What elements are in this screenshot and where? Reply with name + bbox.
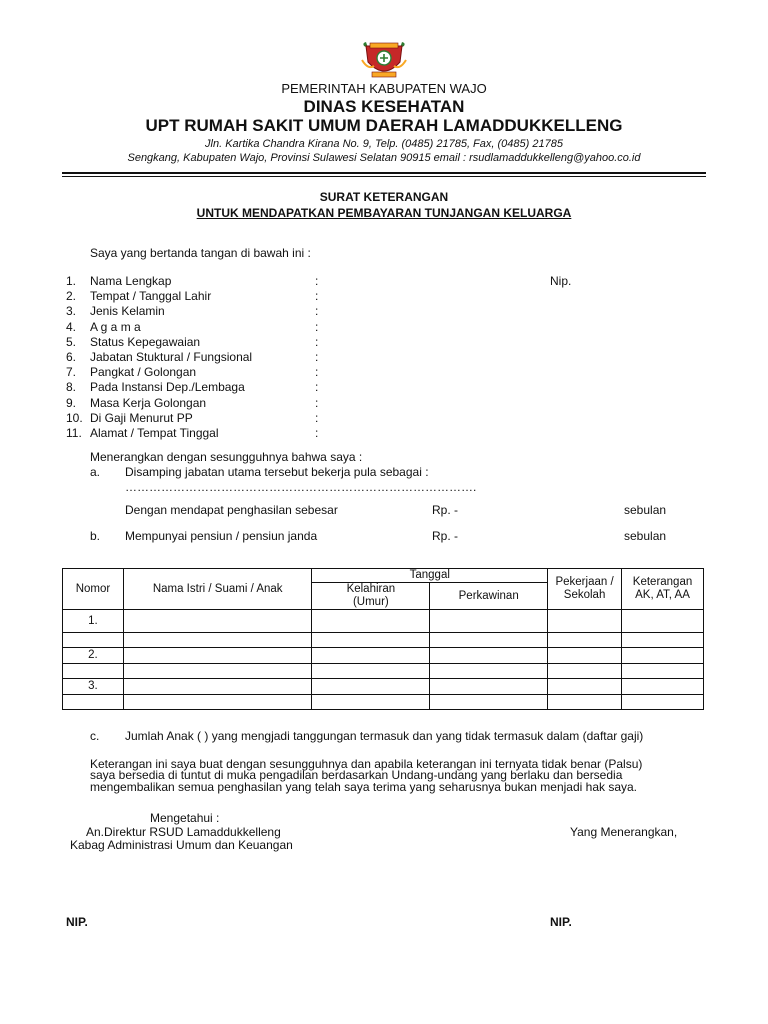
field-colon: : <box>315 289 319 303</box>
row-number: 3. <box>63 679 124 695</box>
field-number: 10. <box>66 411 83 425</box>
statement-line-2: saya bersedia di tuntut di muka pengadilan berdasarkan Undang-undang yang berlaku dan bersedia <box>90 768 623 782</box>
field-colon: : <box>315 411 319 425</box>
dotted-line: ……………………………………………………………………………. <box>125 480 477 494</box>
signer-right-title: Yang Menerangkan, <box>570 825 678 839</box>
letterhead-divider <box>62 172 706 174</box>
table-row <box>63 633 704 648</box>
table-row <box>63 695 704 710</box>
nip-left: NIP. <box>66 915 88 929</box>
intro-text: Saya yang bertanda tangan di bawah ini : <box>90 246 311 260</box>
table-row <box>63 648 704 664</box>
header-kelahiran: Kelahiran (Umur) <box>312 583 430 610</box>
acknowledged-label: Mengetahui : <box>150 811 220 825</box>
item-c-text: Jumlah Anak ( ) yang mengjadi tanggungan termasuk dan yang tidak termasuk dalam (daftar gaji) <box>125 729 644 743</box>
nip-label: Nip. <box>550 274 572 288</box>
header-perkawinan: Perkawinan <box>430 583 548 610</box>
header-keterangan: Keterangan AK, AT, AA <box>622 569 704 610</box>
statement-line-1: Keterangan ini saya buat dengan sesungguhnya dan apabila keterangan ini ternyata tidak benar (Palsu) <box>90 757 643 771</box>
header-nama: Nama Istri / Suami / Anak <box>123 569 312 610</box>
field-label: Tempat / Tanggal Lahir <box>90 289 212 303</box>
signer-left-title: An.Direktur RSUD Lamaddukkelleng <box>86 825 281 839</box>
document-title: SURAT KETERANGAN <box>319 190 449 204</box>
field-colon: : <box>315 380 319 394</box>
address-line-2: Sengkang, Kabupaten Wajo, Provinsi Sulawesi Selatan 90915 email : rsudlamaddukkelleng@yahoo.co.id <box>127 152 641 164</box>
field-number: 8. <box>66 380 77 394</box>
field-number: 2. <box>66 289 77 303</box>
field-label: Pangkat / Golongan <box>90 365 197 379</box>
field-label: Pada Instansi Dep./Lembaga <box>90 380 245 394</box>
field-colon: : <box>315 335 319 349</box>
item-c-marker: c. <box>90 729 100 743</box>
field-number: 4. <box>66 320 77 334</box>
field-label: Masa Kerja Golongan <box>90 396 207 410</box>
table-row <box>63 610 704 633</box>
letterhead-divider-thin <box>62 176 706 177</box>
item-a-marker: a. <box>90 465 101 479</box>
row-number: 2. <box>63 648 124 664</box>
field-number: 6. <box>66 350 77 364</box>
item-b-text: Mempunyai pensiun / pensiun janda <box>125 529 318 543</box>
row-number: 1. <box>63 610 124 633</box>
field-number: 9. <box>66 396 77 410</box>
field-colon: : <box>315 320 319 334</box>
field-label: Jenis Kelamin <box>90 304 165 318</box>
field-number: 1. <box>66 274 77 288</box>
item-a-text: Disamping jabatan utama tersebut bekerja pula sebagai : <box>125 465 429 479</box>
government-name: PEMERINTAH KABUPATEN WAJO <box>281 81 487 96</box>
field-number: 7. <box>66 365 77 379</box>
header-pekerjaan: Pekerjaan / Sekolah <box>548 569 622 610</box>
income-per-month: sebulan <box>624 503 667 517</box>
field-colon: : <box>315 426 319 440</box>
agency-name: DINAS KESEHATAN <box>303 97 465 116</box>
field-label: Nama Lengkap <box>90 274 172 288</box>
declaration-text: Menerangkan dengan sesungguhnya bahwa saya : <box>90 450 363 464</box>
table-row <box>63 679 704 695</box>
pension-rp: Rp. - <box>432 529 459 543</box>
item-b-marker: b. <box>90 529 101 543</box>
income-text: Dengan mendapat penghasilan sebesar <box>125 503 338 517</box>
field-number: 11. <box>66 426 82 440</box>
statement-line-3: mengembalikan semua penghasilan yang telah saya terima yang seharusnya bukan menjadi hak saya. <box>90 780 638 794</box>
field-colon: : <box>315 396 319 410</box>
income-rp: Rp. - <box>432 503 459 517</box>
address-line-1: Jln. Kartika Chandra Kirana No. 9, Telp. (0485) 21785, Fax, (0485) 21785 <box>205 138 563 150</box>
nip-right: NIP. <box>550 915 572 929</box>
field-label: Di Gaji Menurut PP <box>90 411 193 425</box>
field-colon: : <box>315 304 319 318</box>
header-nomor: Nomor <box>63 569 124 610</box>
family-table <box>62 568 704 710</box>
field-number: 5. <box>66 335 77 349</box>
field-label: A g a m a <box>90 320 141 334</box>
table-row <box>63 664 704 679</box>
field-label: Status Kepegawaian <box>90 335 201 349</box>
signer-left-position: Kabag Administrasi Umum dan Keuangan <box>70 838 293 852</box>
pension-per-month: sebulan <box>624 529 667 543</box>
field-colon: : <box>315 350 319 364</box>
field-colon: : <box>315 365 319 379</box>
header-tanggal: Tanggal <box>312 569 548 583</box>
document-subtitle: UNTUK MENDAPATKAN PEMBAYARAN TUNJANGAN KELUARGA <box>196 206 572 220</box>
field-number: 3. <box>66 304 77 318</box>
field-colon: : <box>315 274 319 288</box>
hospital-name: UPT RUMAH SAKIT UMUM DAERAH LAMADDUKKELLENG <box>145 116 623 135</box>
field-label: Alamat / Tempat Tinggal <box>90 426 219 440</box>
field-label: Jabatan Stuktural / Fungsional <box>90 350 253 364</box>
regency-emblem-icon <box>358 40 410 80</box>
